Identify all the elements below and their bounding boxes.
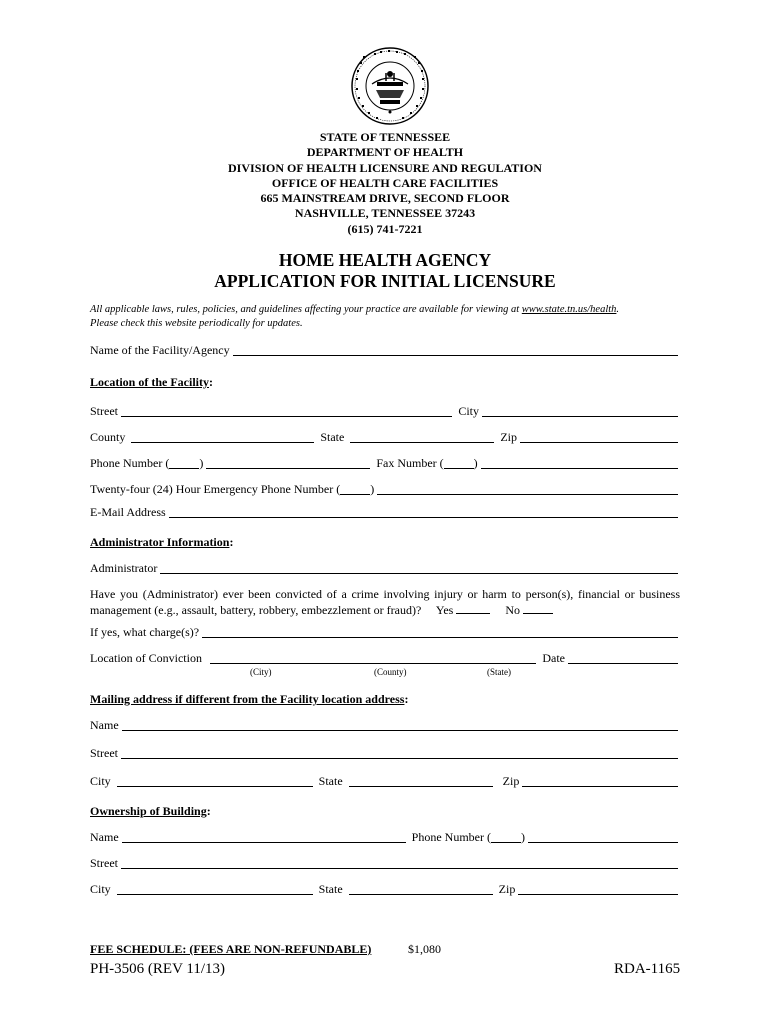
phone-number-field[interactable] [206, 457, 370, 469]
facility-name-row [90, 343, 680, 357]
phone-area-code-field[interactable] [169, 457, 199, 469]
intro-text-start: All applicable laws, rules, policies, and guidelines affecting your practice are available for viewing at [90, 304, 522, 315]
mailing-city-field[interactable] [117, 775, 313, 787]
form-title-line-2: APPLICATION FOR INITIAL LICENSURE [214, 271, 556, 291]
mailing-zip-label: Zip [502, 774, 520, 788]
mailing-street-field[interactable] [121, 747, 678, 759]
section-heading-ownership: Ownership of Building: [90, 804, 211, 818]
location-phone-row [90, 456, 680, 470]
no-answer-field[interactable] [523, 602, 553, 614]
intro-text [90, 303, 680, 331]
ownership-zip-label: Zip [498, 882, 516, 896]
section-heading-mailing: Mailing address if different from the Facility location address: [90, 692, 409, 706]
ownership-name-field[interactable] [122, 831, 406, 843]
emergency-phone-label: Twenty-four (24) Hour Emergency Phone Number ( [90, 482, 341, 496]
conviction-question-text: Have you (Administrator) ever been convicted of a crime involving injury or harm to person(s), financial or business management (e.g., assault, battery, robbery, embezzlement or fraud)? [90, 587, 680, 617]
city-label: City [458, 404, 479, 418]
form-title-line-1: HOME HEALTH AGENCY [278, 250, 492, 270]
sub-label-state: (State) [487, 667, 511, 677]
conviction-location-label: Location of Conviction [90, 651, 202, 665]
rda-number: RDA-1165 [614, 961, 681, 977]
section-heading-administrator: Administrator Information: [90, 535, 234, 549]
header-line: NASHVILLE, TENNESSEE 37243 [294, 206, 476, 221]
form-title [0, 250, 770, 292]
location-street-field[interactable] [121, 405, 452, 417]
county-label: County [90, 430, 126, 444]
ownership-state-label: State [318, 882, 343, 896]
intro-text-end: . [616, 304, 620, 315]
emergency-paren-close: ) [370, 482, 375, 496]
mailing-name-row [90, 718, 680, 732]
administrator-row [90, 561, 680, 575]
administrator-label: Administrator [90, 561, 158, 575]
ownership-street-row [90, 856, 680, 870]
header-line: STATE OF TENNESSEE [319, 130, 451, 144]
location-street-row [90, 404, 680, 418]
intro-line-2: Please check this website periodically for updates. [90, 318, 303, 329]
phone-label: Phone Number ( [90, 456, 170, 470]
charges-label: If yes, what charge(s)? [90, 625, 200, 639]
ownership-name-label: Name [90, 830, 119, 844]
header-line: DIVISION OF HEALTH LICENSURE AND REGULATION [228, 160, 542, 175]
no-label: No [505, 603, 520, 617]
yes-label: Yes [435, 603, 454, 617]
state-label: State [320, 430, 345, 444]
mailing-street-label: Street [90, 746, 118, 760]
form-number: PH-3506 (REV 11/13) [90, 961, 225, 977]
fax-area-code-field[interactable] [444, 457, 474, 469]
ownership-zip-field[interactable] [518, 883, 678, 895]
administrator-name-field[interactable] [160, 562, 678, 574]
fee-amount: $1,080 [408, 942, 441, 956]
fax-number-field[interactable] [481, 457, 678, 469]
agency-header [0, 130, 770, 237]
mailing-state-field[interactable] [349, 775, 493, 787]
conviction-location-field[interactable] [210, 652, 536, 664]
header-line: OFFICE OF HEALTH CARE FACILITIES [271, 175, 499, 190]
ownership-phone-field[interactable] [528, 831, 678, 843]
email-row [90, 505, 680, 519]
mailing-city-label: City [90, 774, 111, 788]
mailing-name-field[interactable] [122, 719, 678, 731]
ownership-city-field[interactable] [117, 883, 313, 895]
header-line: 665 MAINSTREAM DRIVE, SECOND FLOOR [260, 191, 510, 206]
facility-name-field[interactable] [233, 344, 678, 356]
yes-answer-field[interactable] [456, 602, 490, 614]
tennessee-state-seal [350, 46, 430, 126]
fax-label: Fax Number ( [376, 456, 444, 470]
fee-schedule-label: FEE SCHEDULE: (FEES ARE NON-REFUNDABLE) [90, 942, 372, 956]
zip-label: Zip [500, 430, 518, 444]
charges-field[interactable] [202, 626, 678, 638]
emergency-phone-row [90, 482, 680, 496]
conviction-date-field[interactable] [568, 652, 678, 664]
conviction-question [90, 587, 680, 618]
email-label: E-Mail Address [90, 505, 166, 519]
health-website-link[interactable]: www.state.tn.us/health [521, 304, 617, 315]
ownership-city-row [90, 882, 680, 896]
phone-paren-close: ) [199, 456, 204, 470]
sub-label-city: (City) [250, 667, 272, 677]
emergency-phone-field[interactable] [377, 483, 678, 495]
ownership-name-row [90, 830, 680, 844]
date-label: Date [542, 651, 565, 665]
sub-label-county: (County) [374, 667, 407, 677]
ownership-city-label: City [90, 882, 111, 896]
charges-row [90, 625, 680, 639]
location-county-field[interactable] [131, 431, 314, 443]
ownership-phone-label: Phone Number ( [411, 830, 491, 844]
street-label: Street [90, 404, 118, 418]
mailing-street-row [90, 746, 680, 760]
location-state-field[interactable] [350, 431, 494, 443]
mailing-city-row [90, 774, 680, 788]
conviction-location-row [90, 651, 680, 665]
location-zip-field[interactable] [520, 431, 678, 443]
ownership-street-field[interactable] [121, 857, 678, 869]
ownership-area-code-field[interactable] [491, 831, 521, 843]
location-city-field[interactable] [482, 405, 678, 417]
fax-paren-close: ) [473, 456, 478, 470]
ownership-paren-close: ) [521, 830, 525, 844]
ownership-state-field[interactable] [349, 883, 493, 895]
location-county-row [90, 430, 680, 444]
mailing-name-label: Name [90, 718, 119, 732]
email-field[interactable] [169, 506, 678, 518]
emergency-area-code-field[interactable] [340, 483, 370, 495]
facility-name-label: Name of the Facility/Agency [90, 343, 230, 357]
ownership-street-label: Street [90, 856, 118, 870]
mailing-state-label: State [318, 774, 343, 788]
section-heading-location: Location of the Facility: [90, 375, 213, 389]
header-line: DEPARTMENT OF HEALTH [306, 145, 464, 160]
header-line: (615) 741-7221 [347, 221, 423, 236]
mailing-zip-field[interactable] [522, 775, 678, 787]
